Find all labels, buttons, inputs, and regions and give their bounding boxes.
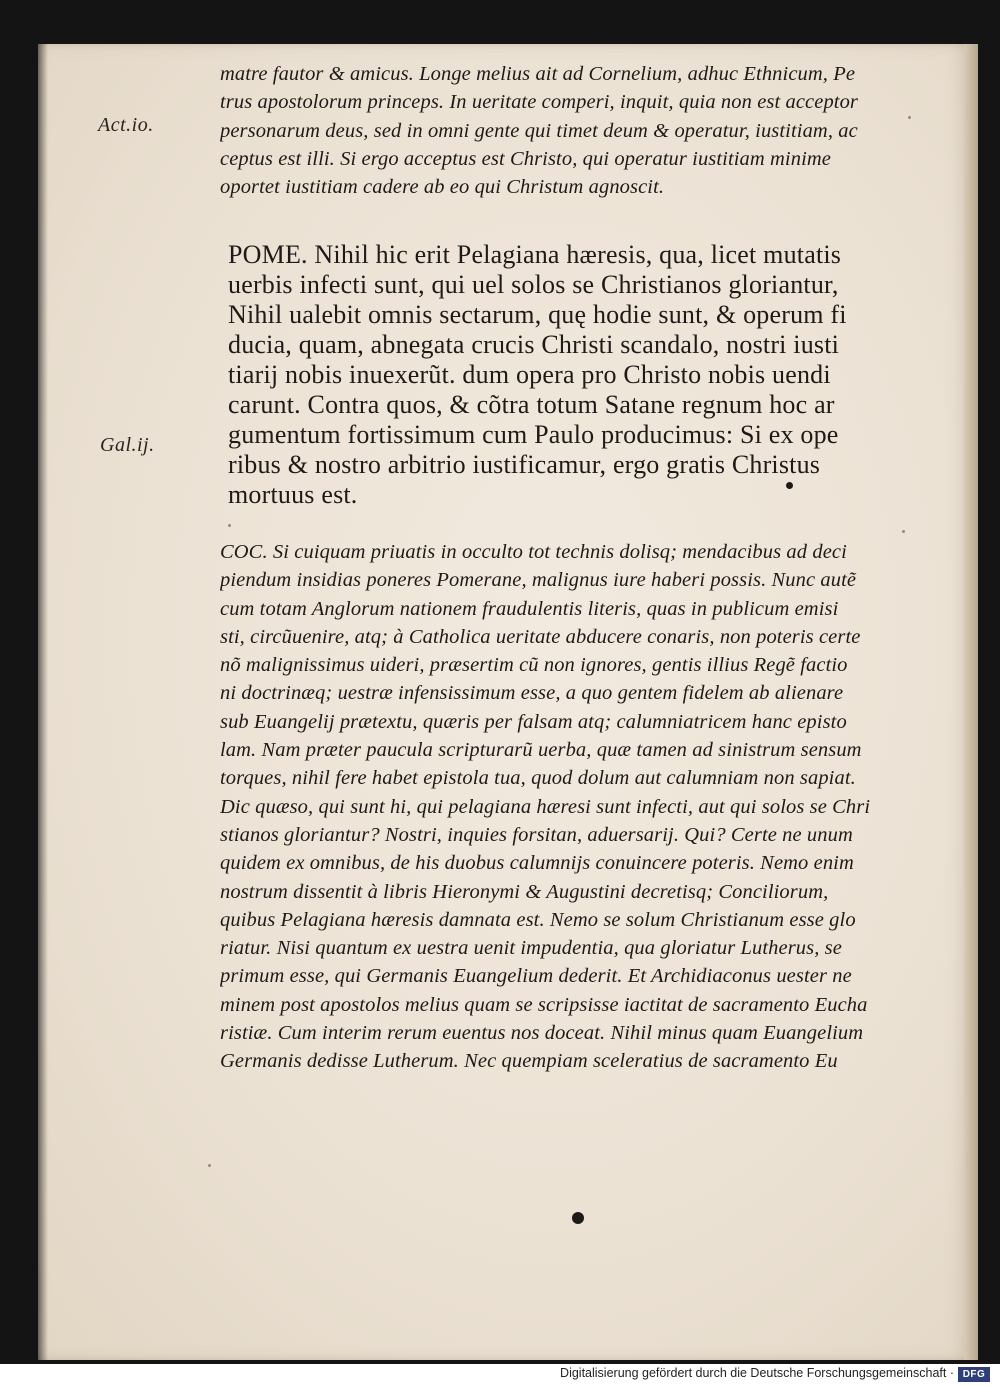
text-line: trus apostolorum princeps. In ueritate comperi, inquit, quia non est acceptor <box>220 91 859 114</box>
ink-speck <box>902 530 905 533</box>
text-line: primum esse, qui Germanis Euangelium dederit. Et Archidiaconus uester ne <box>220 965 852 988</box>
ink-dot <box>786 482 793 489</box>
text-line: Germanis dedisse Lutherum. Nec quempiam sceleratius de sacramento Eu <box>220 1050 838 1073</box>
text-line: sub Euangelij prætextu, quæris per falsam atq; calumniatricem hanc episto <box>220 710 847 733</box>
gutter-shadow <box>38 44 48 1360</box>
text-line: minem post apostolos melius quam se scripsisse iactitat de sacramento Eucha <box>220 993 868 1016</box>
text-line: ni doctrinæq; uestræ infensissimum esse, a quo gentem fidelem ab alienare <box>220 682 844 705</box>
text-line: personarum deus, sed in omni gente qui timet deum & operatur, iustitiam, ac <box>220 119 858 142</box>
dfg-logo: DFG <box>958 1367 990 1382</box>
text-line: ceptus est illi. Si ergo acceptus est Christo, qui operatur iustitiam minime <box>220 147 831 170</box>
text-line: torques, nihil fere habet epistola tua, quod dolum aut calumniam non sapiat. <box>220 767 856 790</box>
text-line: tiarij nobis inuexerũt. dum opera pro Christo nobis uendi <box>228 360 831 389</box>
book-page <box>38 44 978 1360</box>
paragraph-3 <box>220 538 910 1076</box>
text-line: oportet iustitiam cadere ab eo qui Christum agnoscit. <box>220 176 665 199</box>
text-line: gumentum fortissimum cum Paulo producimus: Si ex ope <box>228 420 839 449</box>
text-line: piendum insidias poneres Pomerane, malignus iure haberi possis. Nunc autẽ <box>220 569 857 592</box>
text-line: carunt. Contra quos, & cõtra totum Satane regnum hoc ar <box>228 390 835 419</box>
text-line: ducia, quam, abnegata crucis Christi scandalo, nostri iusti <box>228 330 840 359</box>
text-line: cum totam Anglorum nationem fraudulentis literis, quas in publicum emisi <box>220 597 839 620</box>
paragraph-1 <box>220 60 910 201</box>
ink-speck <box>228 524 231 527</box>
ink-speck <box>908 116 911 119</box>
paragraph-2 <box>228 240 910 510</box>
text-line: matre fautor & amicus. Longe melius ait ad Cornelium, adhuc Ethnicum, Pe <box>220 63 856 85</box>
text-line: quibus Pelagiana hæresis damnata est. Nemo se solum Christianum esse glo <box>220 908 856 931</box>
funding-note: Digitalisierung gefördert durch die Deutsche Forschungsgemeinschaft · <box>560 1366 954 1380</box>
text-line: sti, circũuenire, atq; à Catholica ueritate abducere conaris, non poteris certe <box>220 625 861 648</box>
text-line: POME. Nihil hic erit Pelagiana hæresis, qua, licet mutatis <box>228 240 842 269</box>
ink-dot <box>572 1212 584 1224</box>
text-line: ribus & nostro arbitrio iustificamur, ergo gratis Christus <box>228 450 821 479</box>
text-line: stianos gloriantur? Nostri, inquies forsitan, aduersarij. Qui? Certe ne unum <box>220 823 853 846</box>
ink-speck <box>208 1164 211 1167</box>
text-line: uerbis infecti sunt, qui uel solos se Christianos gloriantur, <box>228 270 839 299</box>
text-line: quidem ex omnibus, de his duobus calumnijs conuincere poteris. Nemo enim <box>220 852 854 875</box>
text-line: Nihil ualebit omnis sectarum, quę hodie sunt, & operum fi <box>228 300 847 329</box>
text-line: nostrum dissentit à libris Hieronymi & Augustini decretisq; Conciliorum, <box>220 880 829 903</box>
page-edge <box>964 44 978 1360</box>
text-line: Dic quæso, qui sunt hi, qui pelagiana hæresi sunt infecti, aut qui solos se Chri <box>220 795 871 818</box>
text-line: lam. Nam præter paucula scripturarũ uerba, quæ tamen ad sinistrum sensum <box>220 739 862 762</box>
margin-note-acts: Act.io. <box>98 114 154 136</box>
margin-note-galatians: Gal.ij. <box>100 434 155 456</box>
text-line: riatur. Nisi quantum ex uestra uenit impudentia, qua gloriatur Lutherus, se <box>220 937 842 960</box>
text-line: COC. Si cuiquam priuatis in occulto tot technis dolisq; mendacibus ad deci <box>220 541 847 563</box>
text-line: ristiæ. Cum interim rerum euentus nos doceat. Nihil minus quam Euangelium <box>220 1022 864 1045</box>
text-line: mortuus est. <box>228 480 358 509</box>
text-line: nõ malignissimus uideri, præsertim cũ non ignores, gentis illius Regẽ factio <box>220 654 848 677</box>
